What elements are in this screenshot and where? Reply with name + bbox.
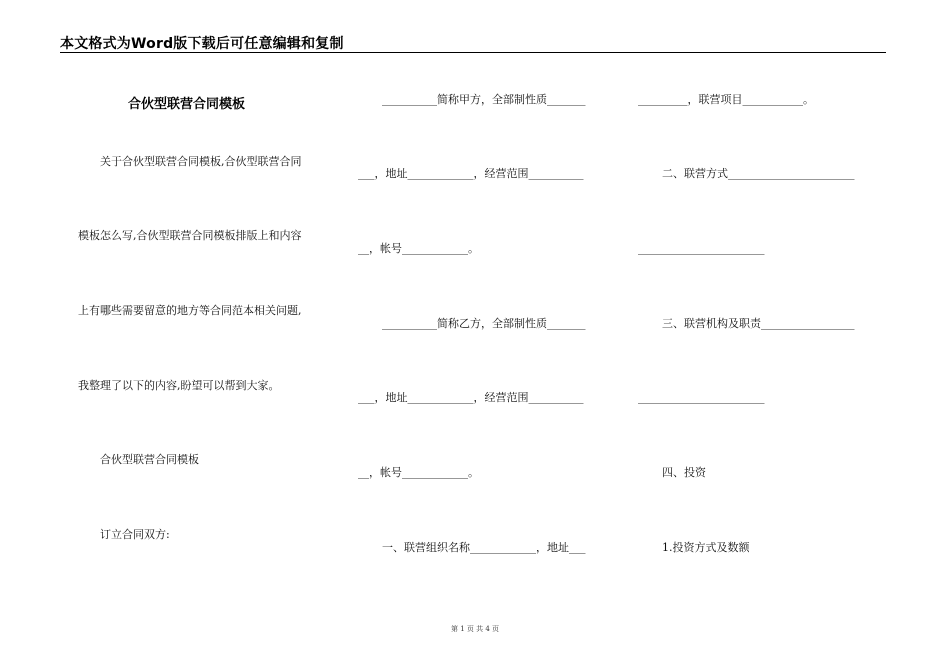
col2-line-2: ___，地址____________，经营范围__________ <box>358 167 584 180</box>
col3-line-3: _______________________ <box>638 242 765 255</box>
col1-line-2: 模板怎么写,合伙型联营合同模板排版上和内容 <box>78 229 302 242</box>
col3-line-5: _______________________ <box>638 391 765 404</box>
col3-line-1: _________，联营项目___________。 <box>638 93 814 106</box>
col2-line-5: ___，地址____________，经营范围__________ <box>358 391 584 404</box>
col1-line-3: 上有哪些需要留意的地方等合同范本相关问题, <box>78 304 302 317</box>
header-divider <box>60 52 886 53</box>
col3-line-6: 四、投资 <box>662 466 706 479</box>
col2-line-6: __，帐号____________。 <box>358 466 479 479</box>
col3-line-2: 二、联营方式_______________________ <box>662 167 855 180</box>
col3-line-4: 三、联营机构及职责_________________ <box>662 317 855 330</box>
document-title: 合伙型联营合同模板 <box>128 97 246 112</box>
col2-line-4: __________简称乙方，全部制性质_______ <box>382 317 586 330</box>
page-number: 第 1 页 共 4 页 <box>450 625 500 633</box>
document-header: 本文格式为Word版下载后可任意编辑和复制 <box>60 36 344 52</box>
col1-line-1: 关于合伙型联营合同模板,合伙型联营合同 <box>100 155 302 168</box>
col1-line-6: 订立合同双方: <box>100 528 170 541</box>
col2-line-3: __，帐号____________。 <box>358 242 479 255</box>
col1-line-4: 我整理了以下的内容,盼望可以帮到大家。 <box>78 379 280 392</box>
col2-line-7: 一、联营组织名称____________，地址___ <box>382 541 586 554</box>
col2-line-1: __________简称甲方，全部制性质_______ <box>382 93 586 106</box>
col3-line-7: 1.投资方式及数额 <box>662 541 750 554</box>
col1-line-5: 合伙型联营合同模板 <box>100 453 199 466</box>
